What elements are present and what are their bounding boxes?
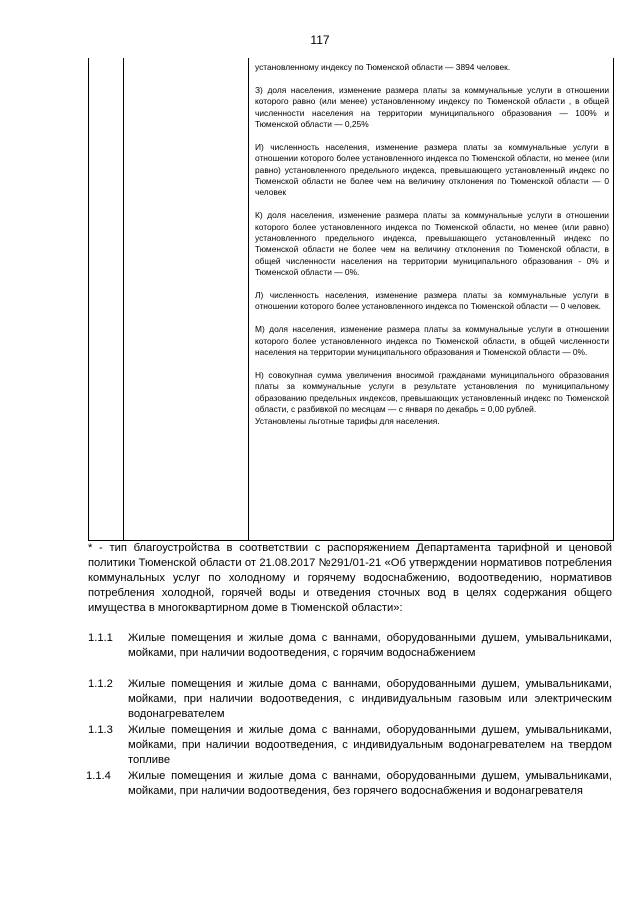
list-item-number: 1.1.4 [86,770,111,782]
cell-paragraph: К) доля населения, изменение размера платы за коммунальные услуги в отношении которого более установленного индекса по Тюменской области, но менее (или равно) установленного предельного индекса, превышающего установленный индекс по Тюменской области не более чем на величину отклонения по Тюменской области, в общей численности населения на территории муниципального образования - 0% и Тюменской области — 0%. [255,210,609,278]
cell-paragraph: З) доля населения, изменение размера платы за коммунальные услуги в отношении которого равно (или менее) установленному индексу по Тюменской области , в общей численности населения на территории муниципального образования — 100% и Тюменской области — 0,25% [255,84,609,130]
list-item [88,677,612,722]
footnote: * - тип благоустройства в соответствии с распоряжением Департамента тарифной и ценовой политики Тюменской области от 21.08.2017 №291/01-21 «Об утверждении нормативов потребления коммунальных услуг по холодному и горячему водоснабжению, водоотведению, нормативов потребления холодной, горячей воды и отведения сточных вод в целях содержания общего имущества в многоквартирном доме в Тюменской области»: [88,542,612,614]
page-number: 117 [310,33,330,47]
list-item-number: 1.1.2 [88,678,113,690]
cell-paragraph: И) численность населения, изменение размера платы за коммунальные услуги в отношении которого более установленного индекса по Тюменской области, но менее (или равно) установленного предельного индекса, превышающего установленный индекс по Тюменской области не более чем на величину отклонения по Тюменской области — 0 человек [255,141,609,198]
list-item-text: Жилые помещения и жилые дома с ваннами, оборудованными душем, умывальниками, мойками, при наличии водоотведения, с горячим водоснабжением [128,632,612,659]
cell-paragraph: Л) численность населения, изменение размера платы за коммунальные услуги в отношении которого более установленного индекса по Тюменской области — 0 человек. [255,290,609,312]
list-item [86,769,612,799]
list-item [88,723,612,768]
table-fragment [88,58,614,541]
cell-paragraph: Установлены льготные тарифы для населения. [255,415,440,426]
list-item-text: Жилые помещения и жилые дома с ваннами, оборудованными душем, умывальниками, мойками, при наличии водоотведения, без горячего водоснабжения и водонагревателя [128,770,612,797]
list-item-text: Жилые помещения и жилые дома с ваннами, оборудованными душем, умывальниками, мойками, при наличии водоотведения, с индивидуальным водонагревателем на твердом топливе [128,724,612,766]
list-item [88,631,612,661]
list-item-number: 1.1.1 [88,632,113,644]
cell-paragraph: М) доля населения, изменение размера платы за коммунальные услуги в отношении которого более установленного индекса по Тюменской области, в общей численности населения на территории муниципального образования и Тюменской области — 0%. [255,324,609,358]
cell-paragraph: Н) совокупная сумма увеличения вносимой гражданами муниципального образования платы за коммунальные услуги в результате установления по муниципальному образованию предельных индексов, превышающих установленный индекс по Тюменской области, с разбивкой по месяцам — с января по декабрь = 0,00 рублей. [255,369,609,415]
cell-paragraph: установленному индексу по Тюменской области — 3894 человек. [255,62,511,72]
table-cell-text [255,62,609,427]
list-item-number: 1.1.3 [88,724,113,736]
table-column-divider [248,58,249,540]
table-column-divider [123,58,124,540]
list-item-text: Жилые помещения и жилые дома с ваннами, оборудованными душем, умывальниками, мойками, при наличии водоотведения, с индивидуальным газовым или электрическим водонагревателем [128,678,612,720]
